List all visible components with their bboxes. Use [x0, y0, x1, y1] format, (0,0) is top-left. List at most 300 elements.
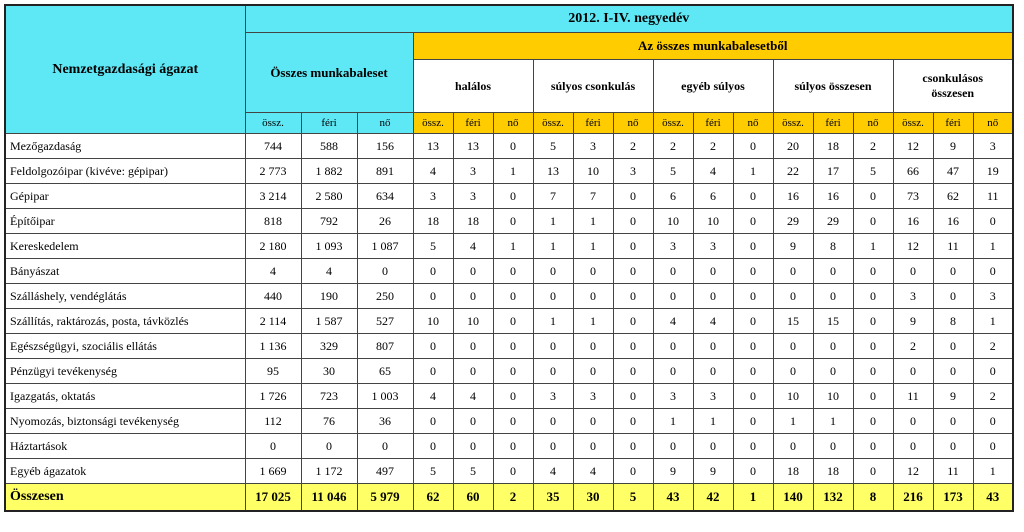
value-cell: 0	[973, 359, 1013, 384]
value-cell: 1	[813, 409, 853, 434]
subheader-cell: féri	[813, 113, 853, 134]
value-cell: 0	[773, 284, 813, 309]
table-row	[5, 334, 1013, 359]
table-container	[4, 4, 1014, 512]
value-cell: 5	[413, 459, 453, 484]
value-cell: 0	[613, 409, 653, 434]
value-cell: 0	[813, 334, 853, 359]
value-cell: 0	[613, 384, 653, 409]
value-cell: 0	[853, 184, 893, 209]
value-cell: 173	[933, 484, 973, 512]
value-cell: 0	[653, 284, 693, 309]
value-cell: 0	[693, 359, 733, 384]
value-cell: 15	[813, 309, 853, 334]
value-cell: 3	[973, 134, 1013, 159]
subheader-cell: nő	[853, 113, 893, 134]
value-cell: 12	[893, 459, 933, 484]
value-cell: 0	[453, 359, 493, 384]
subheader-cell: féri	[933, 113, 973, 134]
value-cell: 0	[853, 359, 893, 384]
value-cell: 0	[573, 259, 613, 284]
value-cell: 11	[933, 459, 973, 484]
subheader-cell: össz.	[893, 113, 933, 134]
table-row	[5, 409, 1013, 434]
sector-name: Egészségügyi, szociális ellátás	[5, 334, 245, 359]
value-cell: 0	[453, 284, 493, 309]
value-cell: 3	[573, 134, 613, 159]
value-cell: 0	[413, 259, 453, 284]
value-cell: 1	[533, 309, 573, 334]
value-cell: 10	[693, 209, 733, 234]
value-cell: 0	[533, 434, 573, 459]
value-cell: 4	[693, 309, 733, 334]
value-cell: 0	[453, 434, 493, 459]
value-cell: 9	[933, 134, 973, 159]
value-cell: 140	[773, 484, 813, 512]
value-cell: 0	[893, 409, 933, 434]
table-row	[5, 434, 1013, 459]
value-cell: 4	[245, 259, 301, 284]
value-cell: 497	[357, 459, 413, 484]
value-cell: 744	[245, 134, 301, 159]
value-cell: 11	[973, 184, 1013, 209]
value-cell: 0	[693, 334, 733, 359]
sector-name: Szállítás, raktározás, posta, távközlés	[5, 309, 245, 334]
value-cell: 0	[613, 309, 653, 334]
sector-name: Háztartások	[5, 434, 245, 459]
table-row	[5, 359, 1013, 384]
value-cell: 5	[533, 134, 573, 159]
value-cell: 43	[973, 484, 1013, 512]
value-cell: 4	[693, 159, 733, 184]
value-cell: 0	[733, 409, 773, 434]
value-cell: 10	[653, 209, 693, 234]
value-cell: 0	[973, 409, 1013, 434]
sector-column-header: Nemzetgazdasági ágazat	[5, 5, 245, 134]
value-cell: 1	[973, 234, 1013, 259]
value-cell: 3	[693, 234, 733, 259]
table-row	[5, 384, 1013, 409]
value-cell: 30	[301, 359, 357, 384]
value-cell: 3	[653, 384, 693, 409]
value-cell: 2	[853, 134, 893, 159]
value-cell: 132	[813, 484, 853, 512]
value-cell: 0	[493, 309, 533, 334]
subheader-cell: féri	[693, 113, 733, 134]
value-cell: 11	[893, 384, 933, 409]
value-cell: 0	[613, 234, 653, 259]
value-cell: 0	[893, 259, 933, 284]
value-cell: 0	[773, 259, 813, 284]
value-cell: 250	[357, 284, 413, 309]
value-cell: 16	[813, 184, 853, 209]
value-cell: 1 003	[357, 384, 413, 409]
value-cell: 0	[933, 359, 973, 384]
value-cell: 0	[573, 334, 613, 359]
table-row	[5, 284, 1013, 309]
value-cell: 9	[773, 234, 813, 259]
of-all-accidents-header: Az összes munkabalesetből	[413, 33, 1013, 60]
value-cell: 0	[813, 359, 853, 384]
value-cell: 65	[357, 359, 413, 384]
value-cell: 7	[533, 184, 573, 209]
value-cell: 36	[357, 409, 413, 434]
value-cell: 62	[413, 484, 453, 512]
value-cell: 216	[893, 484, 933, 512]
value-cell: 66	[893, 159, 933, 184]
value-cell: 0	[973, 259, 1013, 284]
value-cell: 1 136	[245, 334, 301, 359]
value-cell: 0	[493, 284, 533, 309]
value-cell: 0	[573, 409, 613, 434]
value-cell: 527	[357, 309, 413, 334]
table-row	[5, 134, 1013, 159]
value-cell: 18	[413, 209, 453, 234]
value-cell: 3	[613, 159, 653, 184]
value-cell: 0	[733, 234, 773, 259]
value-cell: 1	[573, 309, 613, 334]
value-cell: 2	[893, 334, 933, 359]
value-cell: 0	[493, 384, 533, 409]
value-cell: 2 180	[245, 234, 301, 259]
value-cell: 0	[693, 434, 733, 459]
value-cell: 3	[453, 159, 493, 184]
value-cell: 0	[413, 334, 453, 359]
value-cell: 1	[573, 234, 613, 259]
value-cell: 0	[733, 334, 773, 359]
table-row	[5, 159, 1013, 184]
value-cell: 0	[933, 434, 973, 459]
sector-name: Feldolgozóipar (kivéve: gépipar)	[5, 159, 245, 184]
value-cell: 11	[933, 234, 973, 259]
value-cell: 3	[533, 384, 573, 409]
value-cell: 3	[453, 184, 493, 209]
sector-name: Mezőgazdaság	[5, 134, 245, 159]
value-cell: 0	[533, 259, 573, 284]
value-cell: 4	[413, 384, 453, 409]
value-cell: 0	[453, 259, 493, 284]
value-cell: 1 093	[301, 234, 357, 259]
value-cell: 0	[245, 434, 301, 459]
sector-name: Egyéb ágazatok	[5, 459, 245, 484]
sector-name: Gépipar	[5, 184, 245, 209]
value-cell: 4	[453, 384, 493, 409]
subheader-cell: össz.	[653, 113, 693, 134]
value-cell: 3	[893, 284, 933, 309]
value-cell: 60	[453, 484, 493, 512]
value-cell: 16	[893, 209, 933, 234]
value-cell: 22	[773, 159, 813, 184]
value-cell: 1 726	[245, 384, 301, 409]
value-cell: 13	[413, 134, 453, 159]
accident-statistics-table	[4, 4, 1014, 512]
value-cell: 891	[357, 159, 413, 184]
value-cell: 0	[613, 259, 653, 284]
subheader-cell: nő	[493, 113, 533, 134]
value-cell: 190	[301, 284, 357, 309]
value-cell: 26	[357, 209, 413, 234]
value-cell: 10	[413, 309, 453, 334]
value-cell: 0	[693, 284, 733, 309]
value-cell: 0	[653, 434, 693, 459]
value-cell: 0	[733, 184, 773, 209]
value-cell: 0	[853, 384, 893, 409]
subheader-cell: nő	[613, 113, 653, 134]
value-cell: 5 979	[357, 484, 413, 512]
value-cell: 1	[533, 209, 573, 234]
sector-name: Nyomozás, biztonsági tevékenység	[5, 409, 245, 434]
value-cell: 0	[853, 434, 893, 459]
value-cell: 8	[813, 234, 853, 259]
value-cell: 76	[301, 409, 357, 434]
value-cell: 9	[693, 459, 733, 484]
value-cell: 3	[653, 234, 693, 259]
value-cell: 0	[613, 334, 653, 359]
value-cell: 5	[413, 234, 453, 259]
value-cell: 0	[733, 209, 773, 234]
value-cell: 1	[493, 159, 533, 184]
period-title: 2012. I-IV. negyedév	[245, 5, 1013, 33]
value-cell: 0	[453, 409, 493, 434]
value-cell: 0	[413, 359, 453, 384]
value-cell: 0	[533, 409, 573, 434]
value-cell: 13	[533, 159, 573, 184]
value-cell: 723	[301, 384, 357, 409]
value-cell: 5	[453, 459, 493, 484]
value-cell: 0	[933, 409, 973, 434]
value-cell: 0	[653, 359, 693, 384]
subheader-cell: nő	[357, 113, 413, 134]
value-cell: 10	[813, 384, 853, 409]
group-header-severe-amputation: súlyos csonkulás	[533, 60, 653, 113]
value-cell: 43	[653, 484, 693, 512]
value-cell: 1	[493, 234, 533, 259]
value-cell: 0	[613, 184, 653, 209]
value-cell: 2 580	[301, 184, 357, 209]
value-cell: 17	[813, 159, 853, 184]
value-cell: 42	[693, 484, 733, 512]
value-cell: 95	[245, 359, 301, 384]
value-cell: 3	[693, 384, 733, 409]
value-cell: 8	[853, 484, 893, 512]
value-cell: 16	[933, 209, 973, 234]
value-cell: 634	[357, 184, 413, 209]
value-cell: 0	[357, 259, 413, 284]
value-cell: 440	[245, 284, 301, 309]
value-cell: 1 587	[301, 309, 357, 334]
value-cell: 0	[533, 284, 573, 309]
value-cell: 2	[693, 134, 733, 159]
value-cell: 8	[933, 309, 973, 334]
value-cell: 0	[357, 434, 413, 459]
value-cell: 1	[573, 209, 613, 234]
value-cell: 5	[853, 159, 893, 184]
value-cell: 0	[773, 359, 813, 384]
value-cell: 4	[653, 309, 693, 334]
value-cell: 62	[933, 184, 973, 209]
value-cell: 4	[573, 459, 613, 484]
table-row	[5, 209, 1013, 234]
value-cell: 0	[301, 434, 357, 459]
subheader-cell: össz.	[533, 113, 573, 134]
value-cell: 0	[493, 209, 533, 234]
value-cell: 0	[933, 334, 973, 359]
value-cell: 329	[301, 334, 357, 359]
value-cell: 4	[301, 259, 357, 284]
value-cell: 9	[893, 309, 933, 334]
value-cell: 0	[573, 359, 613, 384]
value-cell: 0	[493, 334, 533, 359]
value-cell: 0	[853, 459, 893, 484]
value-cell: 0	[853, 259, 893, 284]
group-header-other-severe: egyéb súlyos	[653, 60, 773, 113]
value-cell: 4	[453, 234, 493, 259]
value-cell: 1	[973, 309, 1013, 334]
sector-name: Bányászat	[5, 259, 245, 284]
value-cell: 0	[493, 259, 533, 284]
value-cell: 1 087	[357, 234, 413, 259]
value-cell: 0	[453, 334, 493, 359]
value-cell: 18	[773, 459, 813, 484]
value-cell: 4	[413, 159, 453, 184]
value-cell: 18	[453, 209, 493, 234]
table-row	[5, 259, 1013, 284]
value-cell: 0	[933, 284, 973, 309]
value-cell: 0	[733, 309, 773, 334]
value-cell: 0	[933, 259, 973, 284]
value-cell: 3	[573, 384, 613, 409]
value-cell: 29	[773, 209, 813, 234]
group-header-severe-total: súlyos összesen	[773, 60, 893, 113]
value-cell: 0	[853, 284, 893, 309]
value-cell: 5	[613, 484, 653, 512]
table-row	[5, 234, 1013, 259]
value-cell: 0	[613, 359, 653, 384]
value-cell: 0	[533, 359, 573, 384]
value-cell: 0	[413, 284, 453, 309]
value-cell: 0	[893, 434, 933, 459]
value-cell: 0	[493, 459, 533, 484]
value-cell: 3 214	[245, 184, 301, 209]
value-cell: 0	[533, 334, 573, 359]
subheader-cell: össz.	[413, 113, 453, 134]
value-cell: 1	[533, 234, 573, 259]
value-cell: 0	[853, 409, 893, 434]
value-cell: 818	[245, 209, 301, 234]
value-cell: 1	[973, 459, 1013, 484]
value-cell: 12	[893, 134, 933, 159]
subheader-cell: nő	[973, 113, 1013, 134]
value-cell: 1 172	[301, 459, 357, 484]
table-header	[5, 5, 1013, 134]
value-cell: 0	[773, 434, 813, 459]
value-cell: 0	[573, 284, 613, 309]
value-cell: 0	[813, 259, 853, 284]
value-cell: 0	[653, 259, 693, 284]
value-cell: 2 114	[245, 309, 301, 334]
value-cell: 0	[733, 459, 773, 484]
value-cell: 0	[733, 384, 773, 409]
subheader-cell: össz.	[773, 113, 813, 134]
value-cell: 2	[613, 134, 653, 159]
value-cell: 18	[813, 459, 853, 484]
value-cell: 15	[773, 309, 813, 334]
value-cell: 0	[613, 284, 653, 309]
value-cell: 0	[413, 409, 453, 434]
sector-name: Szálláshely, vendéglátás	[5, 284, 245, 309]
value-cell: 0	[733, 359, 773, 384]
value-cell: 0	[573, 434, 613, 459]
value-cell: 807	[357, 334, 413, 359]
value-cell: 0	[613, 209, 653, 234]
value-cell: 1 669	[245, 459, 301, 484]
value-cell: 2	[973, 384, 1013, 409]
value-cell: 2	[653, 134, 693, 159]
value-cell: 2	[493, 484, 533, 512]
total-row	[5, 484, 1013, 512]
value-cell: 73	[893, 184, 933, 209]
value-cell: 2 773	[245, 159, 301, 184]
value-cell: 1	[733, 159, 773, 184]
value-cell: 0	[653, 334, 693, 359]
value-cell: 0	[813, 284, 853, 309]
all-accidents-header: Összes munkabaleset	[245, 33, 413, 113]
value-cell: 0	[613, 434, 653, 459]
value-cell: 112	[245, 409, 301, 434]
table-row	[5, 309, 1013, 334]
table-row	[5, 184, 1013, 209]
value-cell: 588	[301, 134, 357, 159]
value-cell: 156	[357, 134, 413, 159]
value-cell: 10	[453, 309, 493, 334]
value-cell: 10	[573, 159, 613, 184]
value-cell: 0	[493, 134, 533, 159]
value-cell: 7	[573, 184, 613, 209]
group-header-amputation-total: csonkulásos összesen	[893, 60, 1013, 113]
value-cell: 17 025	[245, 484, 301, 512]
value-cell: 4	[533, 459, 573, 484]
value-cell: 0	[733, 134, 773, 159]
value-cell: 1	[853, 234, 893, 259]
value-cell: 1 882	[301, 159, 357, 184]
value-cell: 20	[773, 134, 813, 159]
value-cell: 9	[653, 459, 693, 484]
subheader-cell: féri	[573, 113, 613, 134]
value-cell: 11 046	[301, 484, 357, 512]
value-cell: 1	[693, 409, 733, 434]
value-cell: 792	[301, 209, 357, 234]
value-cell: 5	[653, 159, 693, 184]
value-cell: 13	[453, 134, 493, 159]
value-cell: 12	[893, 234, 933, 259]
value-cell: 6	[693, 184, 733, 209]
sector-name: Igazgatás, oktatás	[5, 384, 245, 409]
subheader-cell: féri	[453, 113, 493, 134]
value-cell: 3	[413, 184, 453, 209]
sector-name: Összesen	[5, 484, 245, 512]
subheader-cell: féri	[301, 113, 357, 134]
value-cell: 1	[653, 409, 693, 434]
sector-name: Építőipar	[5, 209, 245, 234]
table-body	[5, 134, 1013, 512]
value-cell: 0	[733, 434, 773, 459]
sector-name: Kereskedelem	[5, 234, 245, 259]
value-cell: 0	[613, 459, 653, 484]
value-cell: 2	[973, 334, 1013, 359]
value-cell: 0	[853, 209, 893, 234]
value-cell: 16	[773, 184, 813, 209]
value-cell: 18	[813, 134, 853, 159]
